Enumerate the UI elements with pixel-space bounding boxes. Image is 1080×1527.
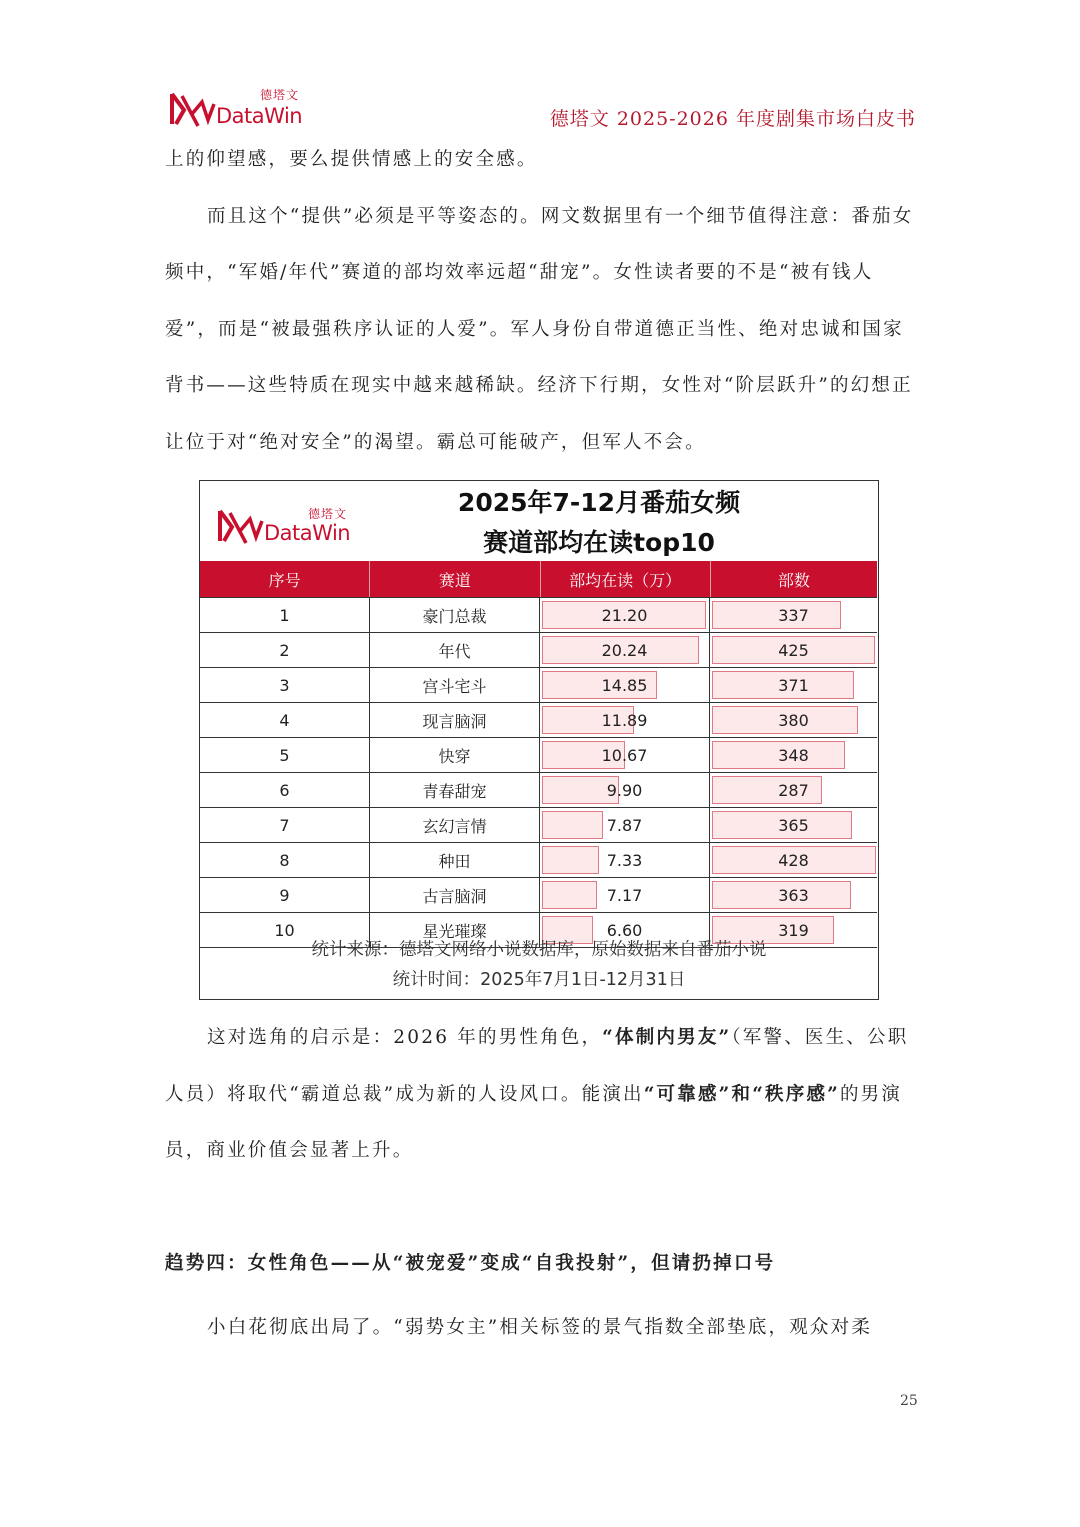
value-bar xyxy=(542,811,603,839)
paragraph: 小白花彻底出局了。“弱势女主”相关标签的景气指数全部垫底，观众对柔 xyxy=(207,1317,873,1338)
figure-source xyxy=(200,935,878,995)
table-row xyxy=(200,878,877,913)
figure-title xyxy=(350,483,848,563)
figure-logo-cn: 德塔文 xyxy=(308,507,348,521)
text-run: （军警、医生、公职人员）将取代“霸道总裁”成为新的人设风口。能演出 xyxy=(165,1027,909,1105)
category-cell-text: 玄幻言情 xyxy=(422,816,487,836)
avg-readers-cell xyxy=(540,808,710,842)
count-cell xyxy=(710,878,877,912)
table-figure xyxy=(199,480,879,1000)
section-heading: 趋势四：女性角色——从“被宠爱”变成“自我投射”，但请扔掉口号 xyxy=(165,1253,776,1274)
paragraph: 而且这个“提供”必须是平等姿态的。网文数据里有一个细节值得注意：番茄女频中，“军婚/年代”赛道的部均效率远超“甜宠”。女性读者要的不是“被有钱人爱”，而是“被最强秩序认证的人爱”。军人身份自带道德正当性、绝对忠诚和国家背书——这些特质在现实中越来越稀缺。经济下行期，女性对“阶层跃升”的幻想正让位于对“绝对安全”的渴望。霸总可能破产，但军人不会。 xyxy=(165,205,914,453)
avg-readers-cell-text: 11.89 xyxy=(601,710,648,730)
table-row xyxy=(200,738,877,773)
category-cell-text: 古言脑洞 xyxy=(422,886,487,906)
rank-cell xyxy=(200,633,370,667)
category-cell xyxy=(370,738,540,772)
category-cell-text: 星光璀璨 xyxy=(422,921,487,941)
count-cell xyxy=(710,633,877,667)
table-row xyxy=(200,808,877,843)
category-cell xyxy=(370,808,540,842)
paragraph-continuation: 上的仰望感，要么提供情感上的安全感。 xyxy=(165,149,538,170)
avg-readers-cell-text: 21.20 xyxy=(601,605,648,625)
avg-readers-cell xyxy=(540,738,710,772)
table-row xyxy=(200,633,877,668)
count-cell-text: 380 xyxy=(778,710,809,730)
avg-readers-cell-text: 7.17 xyxy=(606,885,643,905)
avg-readers-cell-text: 7.87 xyxy=(606,815,643,835)
avg-readers-cell xyxy=(540,843,710,877)
avg-readers-cell xyxy=(540,598,710,632)
column-header: 部数 xyxy=(777,570,810,590)
count-cell-text: 365 xyxy=(778,815,809,835)
category-cell xyxy=(370,773,540,807)
avg-readers-cell xyxy=(540,703,710,737)
rank-cell-text: 4 xyxy=(279,710,290,730)
rank-cell xyxy=(200,843,370,877)
value-bar xyxy=(542,881,597,909)
bold-text: “可靠感”和“秩序感” xyxy=(643,1083,840,1105)
table-row xyxy=(200,703,877,738)
logo-cn-text: 德塔文 xyxy=(260,88,300,102)
count-cell xyxy=(710,843,877,877)
table-row xyxy=(200,773,877,808)
rank-cell-text: 9 xyxy=(279,885,290,905)
count-cell-text: 348 xyxy=(778,745,809,765)
category-cell-text: 青春甜宠 xyxy=(422,781,487,801)
rank-cell-text: 6 xyxy=(279,780,290,800)
category-cell-text: 年代 xyxy=(438,641,471,661)
category-cell-text: 种田 xyxy=(438,851,471,871)
avg-readers-cell xyxy=(540,878,710,912)
rank-cell-text: 10 xyxy=(274,920,295,940)
count-cell xyxy=(710,598,877,632)
value-bar xyxy=(712,601,841,629)
value-bar xyxy=(542,846,599,874)
avg-readers-cell-text: 20.24 xyxy=(601,640,648,660)
count-cell-text: 425 xyxy=(778,640,809,660)
text-run: 的男演员，商业价值会显著上升。 xyxy=(165,1083,903,1161)
rank-cell-text: 3 xyxy=(279,675,290,695)
text-run: 这对选角的启示是：2026 年的男性角色， xyxy=(207,1027,603,1048)
bold-text: “体制内男友” xyxy=(602,1027,732,1048)
category-cell xyxy=(370,878,540,912)
column-header: 赛道 xyxy=(370,561,540,597)
text-block-bottom xyxy=(165,1010,920,1180)
table-header xyxy=(200,561,877,598)
count-cell xyxy=(710,738,877,772)
count-cell xyxy=(710,668,877,702)
table-row xyxy=(200,598,877,633)
count-cell-text: 319 xyxy=(778,920,809,940)
document-title: 德塔文 2025-2026 年度剧集市场白皮书 xyxy=(549,108,916,130)
figure-logo xyxy=(216,503,356,549)
table-body xyxy=(200,598,877,948)
datawin-logo-mark-icon xyxy=(216,507,264,547)
data-table xyxy=(200,561,877,948)
avg-readers-cell-text: 10.67 xyxy=(601,745,648,765)
rank-cell-text: 5 xyxy=(279,745,290,765)
avg-readers-cell xyxy=(540,668,710,702)
avg-readers-cell xyxy=(540,633,710,667)
table-row xyxy=(200,668,877,703)
count-cell-text: 363 xyxy=(778,885,809,905)
rank-cell-text: 7 xyxy=(279,815,290,835)
rank-cell xyxy=(200,703,370,737)
date-range-line: 统计时间：2025年7月1日-12月31日 xyxy=(392,970,686,990)
figure-title-line2: 赛道部均在读top10 xyxy=(483,528,715,557)
column-header: 部均在读（万） xyxy=(541,561,711,597)
source-line: 统计来源：德塔文网络小说数据库，原始数据来自番茄小说 xyxy=(311,940,767,960)
table-row xyxy=(200,843,877,878)
avg-readers-cell xyxy=(540,773,710,807)
paragraph xyxy=(165,1010,920,1180)
rank-cell xyxy=(200,598,370,632)
count-cell-text: 337 xyxy=(778,605,809,625)
avg-readers-cell-text: 6.60 xyxy=(606,920,643,940)
column-header: 序号 xyxy=(200,561,370,597)
avg-readers-cell-text: 7.33 xyxy=(606,850,643,870)
category-cell-text: 快穿 xyxy=(438,746,471,766)
avg-readers-cell-text: 9.90 xyxy=(606,780,643,800)
rank-cell-text: 1 xyxy=(279,605,290,625)
logo-en-text: DataWin xyxy=(216,104,303,128)
category-cell xyxy=(370,633,540,667)
count-cell-text: 287 xyxy=(778,780,809,800)
category-cell xyxy=(370,668,540,702)
text-block-top xyxy=(165,132,920,471)
count-cell xyxy=(710,773,877,807)
count-cell xyxy=(710,808,877,842)
count-cell-text: 428 xyxy=(778,850,809,870)
category-cell xyxy=(370,598,540,632)
rank-cell xyxy=(200,773,370,807)
count-cell-text: 371 xyxy=(778,675,809,695)
rank-cell xyxy=(200,668,370,702)
category-cell-text: 豪门总裁 xyxy=(422,606,487,626)
rank-cell xyxy=(200,878,370,912)
rank-cell xyxy=(200,808,370,842)
rank-cell-text: 8 xyxy=(279,850,290,870)
count-cell xyxy=(710,703,877,737)
rank-cell-text: 2 xyxy=(279,640,290,660)
category-cell xyxy=(370,843,540,877)
category-cell-text: 宫斗宅斗 xyxy=(422,676,487,696)
page-number: 25 xyxy=(900,1393,918,1409)
category-cell-text: 现言脑洞 xyxy=(422,711,487,731)
rank-cell xyxy=(200,738,370,772)
datawin-logo xyxy=(168,86,308,134)
datawin-logo-mark-icon xyxy=(168,90,216,130)
category-cell xyxy=(370,703,540,737)
figure-title-line1: 2025年7-12月番茄女频 xyxy=(457,488,741,517)
figure-logo-en: DataWin xyxy=(264,521,351,545)
avg-readers-cell-text: 14.85 xyxy=(601,675,648,695)
